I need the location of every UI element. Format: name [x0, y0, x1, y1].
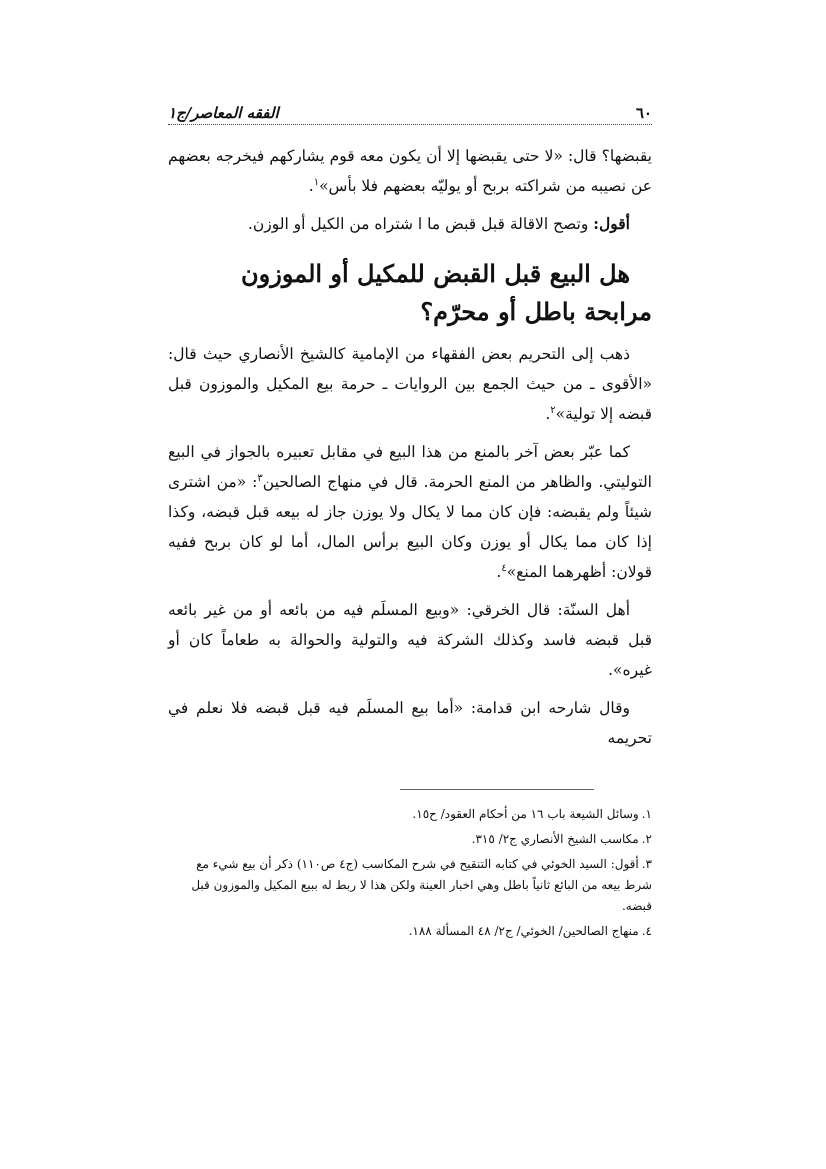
footnote-ref[interactable]: ٤ — [501, 562, 507, 574]
book-title: الفقه المعاصر/ج١ — [168, 104, 279, 122]
page-number: ٦٠ — [635, 104, 652, 122]
footnote-number: ٢. — [641, 832, 652, 846]
paragraph-text: أهل السنّة: قال الخرقي: «وبيع المسلَم فيه من بائعه أو من غير بائعه قبل قبضه فاسد وكذلك الشركة فيه والتولية والحوالة به طعاماً كان أو غيره». — [168, 601, 652, 679]
footnote-separator — [400, 789, 594, 790]
footnote-item — [168, 829, 652, 850]
opinion-text: وتصح الاقالة قبل قبض ما ا شتراه من الكيل أو الوزن. — [247, 215, 594, 233]
section-heading: هل البيع قبل القبض للمكيل أو الموزون مرابحة باطل أو محرّم؟ — [241, 259, 652, 326]
paragraph-3 — [168, 595, 652, 685]
paragraph-text: كما عبّر بعض آخر بالمنع من هذا البيع في مقابل تعبيره بالجواز في البيع التوليتي. والظاهر من المنع الحرمة. قال في منهاج الصالحين — [168, 443, 652, 491]
footnotes-list — [168, 804, 652, 942]
paragraph-2 — [168, 437, 652, 587]
footnote-number: ١. — [641, 807, 652, 821]
paragraph-text: ذهب إلى التحريم بعض الفقهاء من الإمامية كالشيخ الأنصاري حيث قال: «الأقوى ـ من حيث الجمع بين الروايات ـ حرمة بيع المكيل والموزون قبل قبضه إلا تولية» — [168, 345, 652, 423]
footnote-item — [168, 854, 652, 917]
paragraph-tail: . — [545, 405, 551, 423]
footnote-ref[interactable]: ١ — [313, 176, 320, 188]
opinion-paragraph — [168, 209, 652, 239]
footnote-number: ٤. — [641, 924, 652, 938]
footnote-number: ٣. — [641, 857, 652, 871]
footnote-text: مكاسب الشيخ الأنصاري ج٢/ ٣١٥. — [471, 832, 639, 846]
paragraph-4 — [168, 693, 652, 753]
intro-paragraph: يقبضها؟ قال: «لا حتى يقبضها إلا أن يكون معه قوم يشاركهم فيخرجه بعضهم عن نصيبه من شراكته بربح أو يوليّه بعضهم فلا بأس»$^١$. — [168, 147, 652, 195]
opinion-label: أقول: — [593, 214, 630, 233]
paragraph-text: : «من اشترى شيئاً ولم يقبضه: فإن كان مما لا يكال ولا يوزن جاز له بيعه قبل قبضه، وكذا إذا كان مما يكال أو يوزن وكان البيع برأس المال، أما لو كان بربح ففيه قولان: أظهرهما المنع» — [168, 473, 652, 581]
footnote-ref[interactable]: ٢ — [550, 404, 556, 416]
footnote-text: منهاج الصالحين/ الخوئي/ ج٢/ ٤٨ المسألة ١٨٨. — [408, 924, 639, 938]
footnote-item — [168, 921, 652, 942]
footnote-item — [168, 804, 652, 825]
footnote-text: وسائل الشيعة باب ١٦ من أحكام العقود/ ح١٥. — [412, 807, 639, 821]
paragraph-1 — [168, 339, 652, 429]
footnote-text: أقول: السيد الخوئي في كتابه التنقيح في شرح المكاسب (ج٤ ص١١٠) ذكر أن بيع شيء مع شرط بيعه من البائع ثانياً باطل وهي اخبار العينة ولكن هذا لا ربط له ببيع المكيل والموزون قبل قبضه. — [191, 857, 652, 913]
running-header — [168, 96, 652, 125]
intro-text: يقبضها؟ قال: «لا حتى يقبضها إلا أن يكون معه قوم يشاركهم فيخرجه بعضهم عن نصيبه من شراكته بربح أو يوليّه بعضهم فلا بأس» — [168, 147, 652, 195]
paragraph-text: وقال شارحه ابن قدامة: «أما بيع المسلَم فيه قبل قبضه فلا نعلم في تحريمه — [168, 699, 652, 747]
footnote-ref[interactable]: ٣ — [257, 472, 263, 484]
paragraph-tail: . — [496, 563, 502, 581]
book-page — [168, 96, 652, 946]
